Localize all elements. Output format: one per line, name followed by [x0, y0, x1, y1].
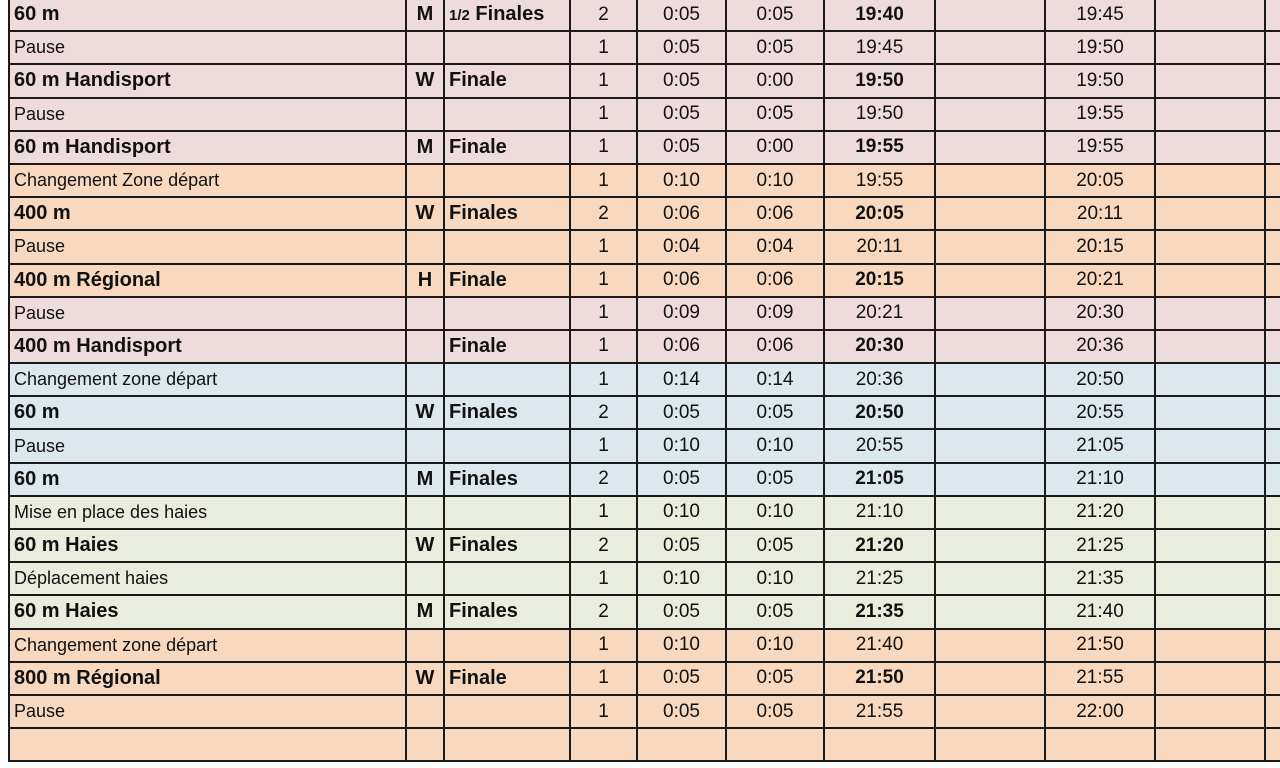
duration-cell: 0:06 [637, 330, 726, 363]
phase-cell [444, 429, 570, 462]
duration-cell: 0:05 [637, 64, 726, 97]
interval-cell: 0:05 [726, 0, 824, 31]
interval-cell: 0:06 [726, 197, 824, 230]
start-time-cell: 20:55 [824, 429, 935, 462]
event-name-cell: 400 m [9, 197, 406, 230]
empty-cell [1155, 429, 1265, 462]
event-name-cell: 60 m [9, 396, 406, 429]
duration-cell: 0:05 [637, 396, 726, 429]
phase-cell [444, 131, 570, 164]
phase-cell [444, 728, 570, 761]
start-time-cell: 20:36 [824, 363, 935, 396]
phase-cell [444, 31, 570, 64]
empty-cell [1155, 64, 1265, 97]
empty-cell [935, 330, 1045, 363]
schedule-row [9, 562, 1280, 595]
empty-cell [1155, 463, 1265, 496]
empty-cell [935, 230, 1045, 263]
empty-cell [1155, 496, 1265, 529]
event-name-cell: Pause [9, 230, 406, 263]
end-time-cell: 21:20 [1045, 496, 1155, 529]
empty-cell [1155, 595, 1265, 628]
phase-label: Finales [449, 202, 518, 225]
phase-cell [444, 662, 570, 695]
event-name-cell [9, 728, 406, 761]
empty-cell [1155, 662, 1265, 695]
empty-cell [1155, 330, 1265, 363]
start-time-cell: 21:35 [824, 595, 935, 628]
series-count-cell: 1 [570, 363, 637, 396]
event-name-cell: Pause [9, 429, 406, 462]
phase-label: Finale [449, 69, 507, 92]
interval-cell: 0:05 [726, 396, 824, 429]
interval-cell: 0:05 [726, 595, 824, 628]
series-count-cell: 1 [570, 230, 637, 263]
phase-cell [444, 0, 570, 31]
sex-cell [406, 363, 444, 396]
empty-cell [1155, 131, 1265, 164]
empty-cell [935, 595, 1045, 628]
start-time-cell: 21:10 [824, 496, 935, 529]
sex-cell: W [406, 529, 444, 562]
duration-cell: 0:05 [637, 595, 726, 628]
event-name-cell: 60 m Handisport [9, 131, 406, 164]
interval-cell: 0:09 [726, 297, 824, 330]
phase-cell [444, 264, 570, 297]
end-time-cell: 22:00 [1045, 695, 1155, 728]
phase-cell [444, 64, 570, 97]
series-count-cell: 1 [570, 695, 637, 728]
duration-cell: 0:05 [637, 131, 726, 164]
series-count-cell: 2 [570, 529, 637, 562]
series-count-cell: 1 [570, 297, 637, 330]
sex-cell [406, 297, 444, 330]
sex-cell [406, 496, 444, 529]
empty-cell [1155, 230, 1265, 263]
phase-cell [444, 98, 570, 131]
sex-cell: W [406, 662, 444, 695]
schedule-row [9, 264, 1280, 297]
duration-cell: 0:04 [637, 230, 726, 263]
phase-cell [444, 595, 570, 628]
interval-cell: 0:05 [726, 98, 824, 131]
empty-cell [1265, 230, 1280, 263]
phase-cell [444, 562, 570, 595]
end-time-cell: 21:55 [1045, 662, 1155, 695]
empty-cell [935, 31, 1045, 64]
phase-label: Finale [449, 135, 507, 158]
duration-cell: 0:05 [637, 463, 726, 496]
schedule-row [9, 728, 1280, 761]
end-time-cell: 21:25 [1045, 529, 1155, 562]
event-name-cell: Déplacement haies [9, 562, 406, 595]
start-time-cell: 20:50 [824, 396, 935, 429]
sex-cell [406, 330, 444, 363]
start-time-cell [824, 728, 935, 761]
end-time-cell: 20:15 [1045, 230, 1155, 263]
start-time-cell: 19:45 [824, 31, 935, 64]
empty-cell [1265, 131, 1280, 164]
empty-cell [1265, 595, 1280, 628]
series-count-cell: 2 [570, 463, 637, 496]
interval-cell: 0:05 [726, 662, 824, 695]
duration-cell: 0:05 [637, 529, 726, 562]
phase-cell [444, 629, 570, 662]
event-name-cell: Changement zone départ [9, 363, 406, 396]
end-time-cell: 21:40 [1045, 595, 1155, 628]
empty-cell [1265, 363, 1280, 396]
event-name-cell: 60 m Haies [9, 595, 406, 628]
event-name-cell: 60 m [9, 463, 406, 496]
end-time-cell: 21:05 [1045, 429, 1155, 462]
empty-cell [935, 131, 1045, 164]
series-count-cell: 2 [570, 396, 637, 429]
empty-cell [935, 396, 1045, 429]
empty-cell [935, 562, 1045, 595]
schedule-row [9, 529, 1280, 562]
phase-label: Finales [449, 401, 518, 424]
empty-cell [1155, 629, 1265, 662]
duration-cell: 0:10 [637, 496, 726, 529]
interval-cell: 0:05 [726, 31, 824, 64]
end-time-cell: 20:11 [1045, 197, 1155, 230]
start-time-cell: 20:05 [824, 197, 935, 230]
duration-cell: 0:14 [637, 363, 726, 396]
empty-cell [935, 164, 1045, 197]
schedule-row [9, 31, 1280, 64]
start-time-cell: 20:11 [824, 230, 935, 263]
end-time-cell: 20:36 [1045, 330, 1155, 363]
schedule-table [8, 0, 1280, 762]
empty-cell [935, 429, 1045, 462]
schedule-row [9, 595, 1280, 628]
empty-cell [935, 662, 1045, 695]
schedule-row [9, 131, 1280, 164]
duration-cell: 0:05 [637, 695, 726, 728]
empty-cell [1155, 98, 1265, 131]
empty-cell [935, 297, 1045, 330]
series-count-cell: 2 [570, 0, 637, 31]
duration-cell: 0:06 [637, 197, 726, 230]
schedule-row [9, 695, 1280, 728]
event-name-cell: 60 m Haies [9, 529, 406, 562]
empty-cell [1265, 0, 1280, 31]
duration-cell: 0:05 [637, 31, 726, 64]
schedule-row [9, 629, 1280, 662]
phase-label: Finales [449, 600, 518, 623]
empty-cell [935, 496, 1045, 529]
sex-cell: M [406, 0, 444, 31]
empty-cell [1265, 662, 1280, 695]
schedule-row [9, 98, 1280, 131]
empty-cell [1265, 629, 1280, 662]
duration-cell: 0:10 [637, 429, 726, 462]
series-count-cell: 1 [570, 562, 637, 595]
empty-cell [1155, 363, 1265, 396]
start-time-cell: 19:55 [824, 131, 935, 164]
series-count-cell: 1 [570, 662, 637, 695]
sex-cell [406, 695, 444, 728]
empty-cell [1155, 0, 1265, 31]
phase-label: Finale [449, 666, 507, 689]
sex-cell [406, 164, 444, 197]
phase-cell [444, 230, 570, 263]
start-time-cell: 19:55 [824, 164, 935, 197]
start-time-cell: 21:55 [824, 695, 935, 728]
interval-cell [726, 728, 824, 761]
phase-cell [444, 695, 570, 728]
start-time-cell: 21:25 [824, 562, 935, 595]
empty-cell [1155, 197, 1265, 230]
phase-cell [444, 197, 570, 230]
empty-cell [1155, 264, 1265, 297]
series-count-cell: 1 [570, 629, 637, 662]
sex-cell: W [406, 396, 444, 429]
empty-cell [1265, 164, 1280, 197]
sex-cell [406, 429, 444, 462]
empty-cell [1265, 728, 1280, 761]
schedule-row [9, 297, 1280, 330]
duration-cell: 0:05 [637, 98, 726, 131]
empty-cell [1155, 695, 1265, 728]
event-name-cell: Pause [9, 297, 406, 330]
event-name-cell: Pause [9, 31, 406, 64]
empty-cell [1155, 562, 1265, 595]
end-time-cell: 19:55 [1045, 131, 1155, 164]
end-time-cell: 19:50 [1045, 64, 1155, 97]
empty-cell [935, 0, 1045, 31]
phase-cell [444, 463, 570, 496]
start-time-cell: 19:50 [824, 98, 935, 131]
schedule-row [9, 197, 1280, 230]
series-count-cell: 1 [570, 31, 637, 64]
duration-cell [637, 728, 726, 761]
sex-cell [406, 728, 444, 761]
phase-cell [444, 330, 570, 363]
event-name-cell: Mise en place des haies [9, 496, 406, 529]
schedule-row [9, 463, 1280, 496]
empty-cell [1155, 728, 1265, 761]
empty-cell [1265, 429, 1280, 462]
interval-cell: 0:10 [726, 562, 824, 595]
duration-cell: 0:05 [637, 662, 726, 695]
empty-cell [935, 264, 1045, 297]
empty-cell [935, 363, 1045, 396]
interval-cell: 0:06 [726, 264, 824, 297]
sex-cell [406, 31, 444, 64]
schedule-row [9, 662, 1280, 695]
schedule-row [9, 230, 1280, 263]
empty-cell [1155, 529, 1265, 562]
schedule-row [9, 363, 1280, 396]
series-count-cell [570, 728, 637, 761]
empty-cell [1155, 164, 1265, 197]
event-name-cell: 60 m Handisport [9, 64, 406, 97]
duration-cell: 0:06 [637, 264, 726, 297]
event-name-cell: 60 m [9, 0, 406, 31]
phase-label: Finales [449, 467, 518, 490]
start-time-cell: 19:50 [824, 64, 935, 97]
phase-label: Finales [449, 534, 518, 557]
empty-cell [1265, 562, 1280, 595]
event-name-cell: 400 m Régional [9, 264, 406, 297]
phase-prefix: 1/2 [449, 7, 470, 25]
empty-cell [1265, 64, 1280, 97]
interval-cell: 0:05 [726, 695, 824, 728]
start-time-cell: 20:30 [824, 330, 935, 363]
event-name-cell: Pause [9, 695, 406, 728]
schedule-row [9, 0, 1280, 31]
schedule-row [9, 496, 1280, 529]
empty-cell [935, 529, 1045, 562]
empty-cell [1265, 264, 1280, 297]
phase-cell [444, 297, 570, 330]
sex-cell [406, 562, 444, 595]
empty-cell [1265, 98, 1280, 131]
start-time-cell: 19:40 [824, 0, 935, 31]
duration-cell: 0:09 [637, 297, 726, 330]
end-time-cell: 21:35 [1045, 562, 1155, 595]
phase-cell [444, 363, 570, 396]
start-time-cell: 21:40 [824, 629, 935, 662]
end-time-cell: 21:50 [1045, 629, 1155, 662]
interval-cell: 0:10 [726, 429, 824, 462]
end-time-cell: 20:05 [1045, 164, 1155, 197]
phase-cell [444, 396, 570, 429]
start-time-cell: 21:50 [824, 662, 935, 695]
schedule-row [9, 429, 1280, 462]
schedule-row [9, 396, 1280, 429]
interval-cell: 0:10 [726, 164, 824, 197]
series-count-cell: 1 [570, 264, 637, 297]
empty-cell [935, 695, 1045, 728]
start-time-cell: 21:05 [824, 463, 935, 496]
interval-cell: 0:14 [726, 363, 824, 396]
end-time-cell: 20:30 [1045, 297, 1155, 330]
empty-cell [1265, 297, 1280, 330]
interval-cell: 0:00 [726, 131, 824, 164]
series-count-cell: 2 [570, 595, 637, 628]
event-name-cell: Changement Zone départ [9, 164, 406, 197]
interval-cell: 0:10 [726, 629, 824, 662]
phase-label: Finales [475, 3, 545, 26]
end-time-cell [1045, 728, 1155, 761]
empty-cell [1155, 297, 1265, 330]
interval-cell: 0:00 [726, 64, 824, 97]
end-time-cell: 20:21 [1045, 264, 1155, 297]
event-name-cell: Changement zone départ [9, 629, 406, 662]
end-time-cell: 19:55 [1045, 98, 1155, 131]
sex-cell: M [406, 595, 444, 628]
empty-cell [1265, 31, 1280, 64]
phase-cell [444, 164, 570, 197]
sex-cell [406, 98, 444, 131]
schedule-row [9, 330, 1280, 363]
sex-cell: W [406, 197, 444, 230]
duration-cell: 0:10 [637, 562, 726, 595]
phase-cell [444, 496, 570, 529]
empty-cell [1265, 396, 1280, 429]
start-time-cell: 20:21 [824, 297, 935, 330]
end-time-cell: 20:50 [1045, 363, 1155, 396]
phase-label: Finale [449, 334, 507, 357]
empty-cell [935, 64, 1045, 97]
series-count-cell: 1 [570, 429, 637, 462]
empty-cell [1265, 197, 1280, 230]
end-time-cell: 19:45 [1045, 0, 1155, 31]
end-time-cell: 19:50 [1045, 31, 1155, 64]
series-count-cell: 1 [570, 64, 637, 97]
end-time-cell: 20:55 [1045, 396, 1155, 429]
interval-cell: 0:05 [726, 529, 824, 562]
empty-cell [1265, 330, 1280, 363]
sex-cell: M [406, 463, 444, 496]
sex-cell [406, 629, 444, 662]
empty-cell [1265, 496, 1280, 529]
duration-cell: 0:10 [637, 164, 726, 197]
empty-cell [1265, 695, 1280, 728]
empty-cell [935, 463, 1045, 496]
empty-cell [935, 629, 1045, 662]
interval-cell: 0:10 [726, 496, 824, 529]
empty-cell [1265, 529, 1280, 562]
empty-cell [935, 98, 1045, 131]
duration-cell: 0:10 [637, 629, 726, 662]
sex-cell: H [406, 264, 444, 297]
series-count-cell: 1 [570, 164, 637, 197]
interval-cell: 0:06 [726, 330, 824, 363]
empty-cell [1265, 463, 1280, 496]
interval-cell: 0:04 [726, 230, 824, 263]
sex-cell: M [406, 131, 444, 164]
sex-cell [406, 230, 444, 263]
schedule-row [9, 164, 1280, 197]
series-count-cell: 1 [570, 330, 637, 363]
empty-cell [935, 197, 1045, 230]
empty-cell [935, 728, 1045, 761]
event-name-cell: 800 m Régional [9, 662, 406, 695]
interval-cell: 0:05 [726, 463, 824, 496]
empty-cell [1155, 31, 1265, 64]
schedule-row [9, 64, 1280, 97]
event-name-cell: Pause [9, 98, 406, 131]
duration-cell: 0:05 [637, 0, 726, 31]
schedule-rows [9, 0, 1280, 761]
start-time-cell: 21:20 [824, 529, 935, 562]
empty-cell [1155, 396, 1265, 429]
phase-label: Finale [449, 268, 507, 291]
end-time-cell: 21:10 [1045, 463, 1155, 496]
series-count-cell: 2 [570, 197, 637, 230]
sex-cell: W [406, 64, 444, 97]
phase-cell [444, 529, 570, 562]
event-name-cell: 400 m Handisport [9, 330, 406, 363]
series-count-cell: 1 [570, 98, 637, 131]
start-time-cell: 20:15 [824, 264, 935, 297]
series-count-cell: 1 [570, 131, 637, 164]
series-count-cell: 1 [570, 496, 637, 529]
